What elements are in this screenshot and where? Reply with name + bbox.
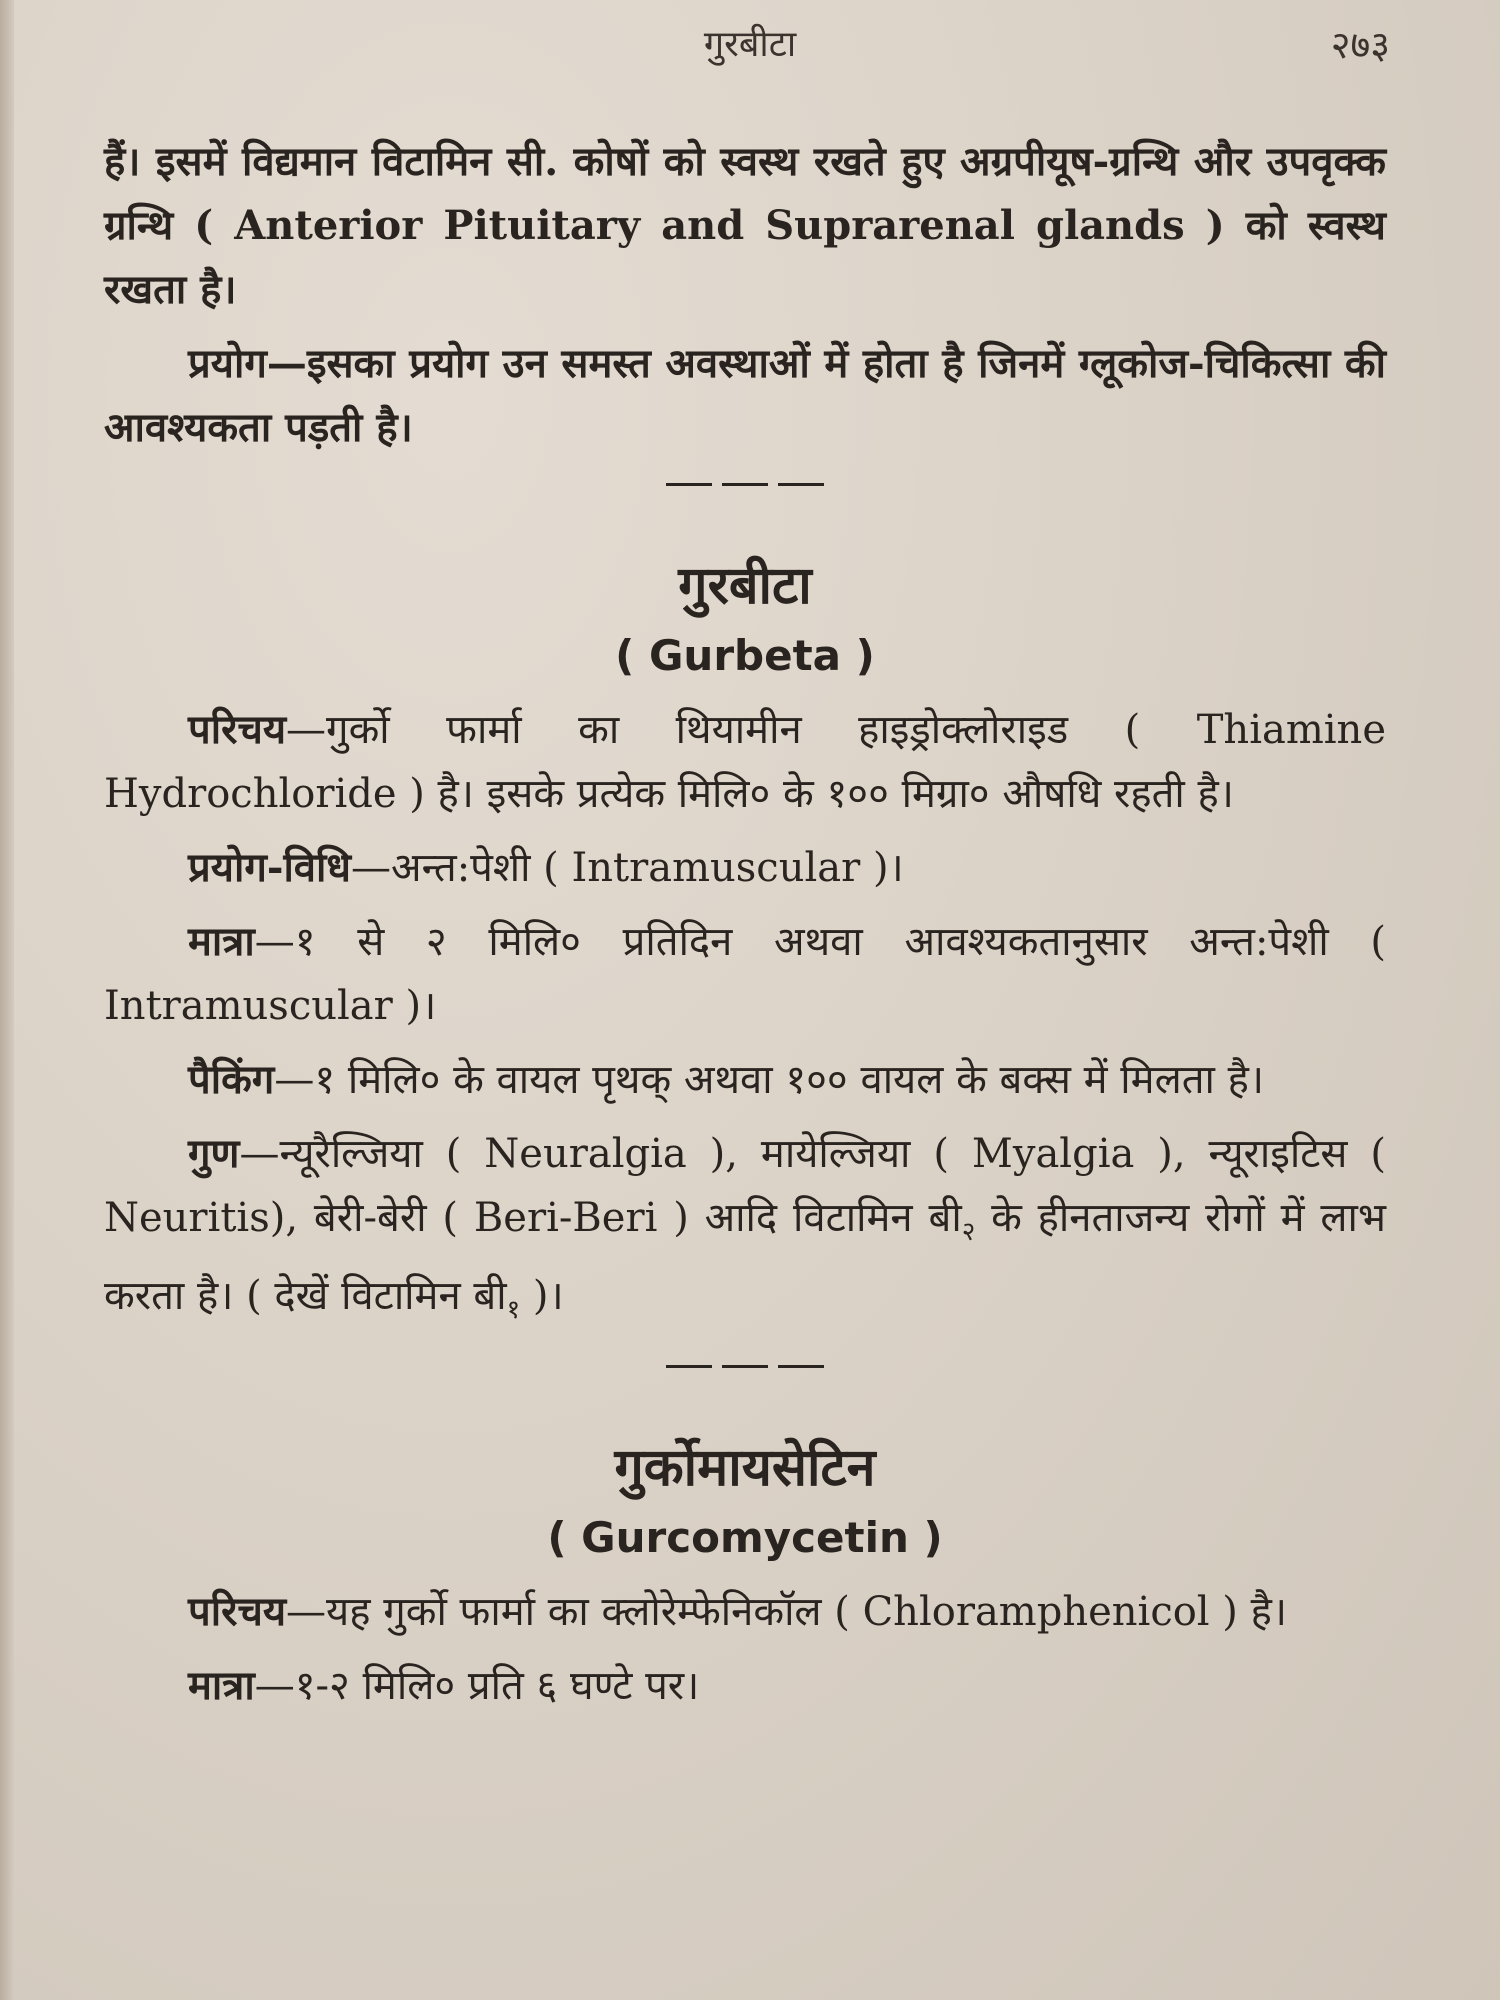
gurcomycetin-intro-label: परिचय [188,1588,287,1635]
gurcomycetin-dose [104,1654,1386,1718]
gurbeta-method-text: —अन्त:पेशी ( Intramuscular )। [351,845,904,891]
gurcomycetin-dose-label: मात्रा [188,1662,255,1709]
gurbeta-intro [104,698,1386,826]
section-divider [104,474,1386,514]
gurbeta-dose [104,910,1386,1038]
usage-label: प्रयोग [188,340,267,387]
page-content [104,130,1386,1718]
gurbeta-properties-text-2: के हीनताजन्य रोगों में लाभ करता है। ( देखें विटामिन बी [104,1195,1386,1319]
book-spine-shadow [0,0,14,2000]
gurbeta-packing [104,1048,1386,1112]
gurbeta-entry [104,548,1386,1342]
gurbeta-properties-label: गुण [188,1130,240,1177]
gurbeta-intro-text: —गुर्को फार्मा का थियामीन हाइड्रोक्लोराइड ( Thiamine Hydrochloride ) है। इसके प्रत्येक मिलि० के १०० मिग्रा० औषधि रहती है। [104,707,1386,817]
gurbeta-dose-text: —१ से २ मिलि० प्रतिदिन अथवा आवश्यकतानुसार अन्त:पेशी ( Intramuscular )। [104,919,1386,1029]
gurbeta-method [104,836,1386,900]
usage-text: —इसका प्रयोग उन समस्त अवस्थाओं में होता है जिनमें ग्लूकोज-चिकित्सा की आवश्यकता पड़ती है। [104,340,1386,451]
gurbeta-intro-label: परिचय [188,706,287,753]
running-header-title: गुरबीटा [703,24,797,65]
usage-paragraph [104,332,1386,460]
gurbeta-properties-text-3: )। [520,1273,564,1319]
section-divider-2 [104,1356,1386,1396]
gurcomycetin-title-hindi: गुर्कोमायसेटिन [614,1437,876,1498]
continued-paragraph: हैं। इसमें विद्यमान विटामिन सी. कोषों को स्वस्थ रखते हुए अग्रपीयूष-ग्रन्थि और उपवृक्क ग्रन्थि ( Anterior Pituitary and Suprarenal glands ) को स्वस्थ रखता है। [104,138,1386,313]
gurcomycetin-intro-text: —यह गुर्को फार्मा का क्लोरेम्फेनिकॉल ( Chloramphenicol ) है। [286,1589,1288,1635]
gurbeta-dose-label: मात्रा [188,918,255,965]
page-number: २७३ [1330,23,1390,67]
gurbeta-packing-label: पैकिंग [188,1056,275,1103]
running-header [0,18,1500,68]
gurbeta-packing-text: —१ मिलि० के वायल पृथक् अथवा १०० वायल के बक्स में मिलता है। [274,1057,1264,1103]
gurcomycetin-entry [104,1430,1386,1718]
gurcomycetin-intro [104,1580,1386,1644]
gurbeta-title-english: ( Gurbeta ) [615,631,875,680]
vitamin-subscript-1: १ [506,1295,521,1325]
gurbeta-properties-text-1: —न्यूरैल्जिया ( Neuralgia ), मायेल्जिया ( Myalgia ), न्यूराइटिस ( Neuritis), बेरी-बेरी ( Beri-Beri ) आदि विटामिन बी [104,1131,1386,1241]
gurbeta-title-hindi: गुरबीटा [678,555,812,616]
gurbeta-method-label: प्रयोग-विधि [188,844,352,891]
gurbeta-properties [104,1122,1386,1342]
gurcomycetin-title-english: ( Gurcomycetin ) [547,1513,943,1562]
gurcomycetin-dose-text: —१-२ मिलि० प्रति ६ घण्टे पर। [254,1663,700,1709]
vitamin-subscript-2: २ [961,1217,976,1247]
